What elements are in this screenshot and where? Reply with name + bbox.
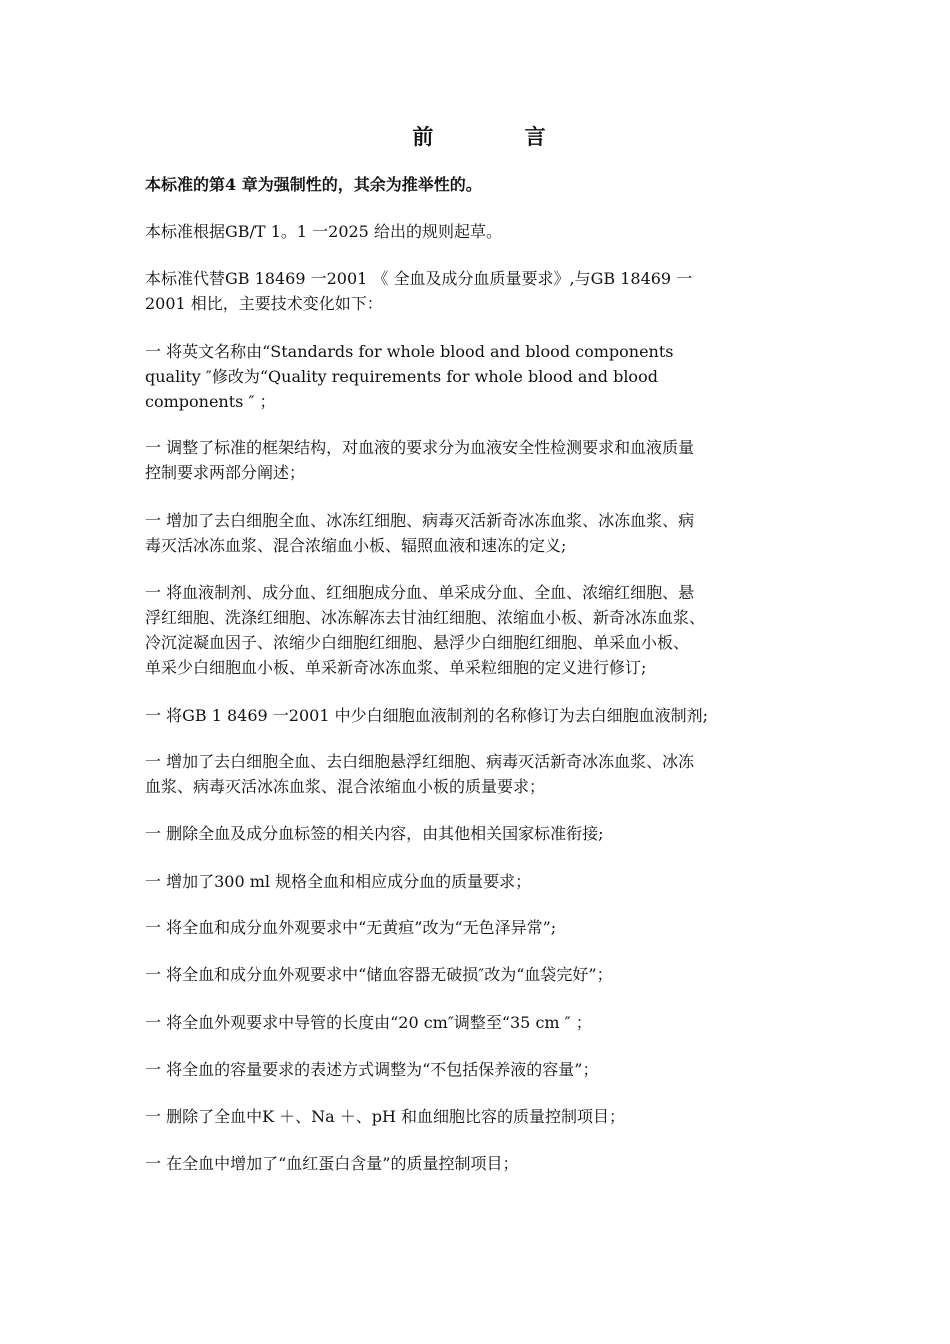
change-item-added-quality-requirements: 一 增加了去白细胞全血、去白细胞悬浮红细胞、病毒灭活新奇冰冻血浆、冰冻 血浆、病毒灭活冰冻血浆、混合浓缩血小板的质量要求；: [145, 752, 695, 796]
change-item-tube-length: 一 将全血外观要求中导管的长度由“20 cm″调整至“35 cm ″ ；: [145, 1013, 592, 1032]
change-item-framework: 一 调整了标准的框架结构，对血液的要求分为血液安全性检测要求和血液质量 控制要求两部分阐述；: [145, 438, 695, 482]
change-item-hemoglobin: 一 在全血中增加了“血红蛋白含量”的质量控制项目；: [145, 1154, 519, 1173]
mandatory-statement: 本标准的第4 章为强制性的，其余为推举性的。: [145, 175, 482, 194]
change-item-deleted-labels: 一 删除全血及成分血标签的相关内容，由其他相关国家标准衔接;: [145, 824, 604, 843]
change-item-renamed-preparation: 一 将GB 1 8469 一2001 中少白细胞血液制剂的名称修订为去白细胞血液制剂;: [145, 706, 708, 725]
page-title: 前 言: [412, 124, 588, 149]
change-item-deleted-controls: 一 删除了全血中K ＋、Na ＋、pH 和血细胞比容的质量控制项目；: [145, 1107, 626, 1126]
change-item-appearance-color: 一 将全血和成分血外观要求中“无黄疸”改为“无色泽异常”;: [145, 918, 557, 937]
drafting-rules-paragraph: 本标准根据GB/T 1。1 一2025 给出的规则起草。: [145, 222, 502, 241]
change-item-english-name: 一 将英文名称由“Standards for whole blood and blood components quality ″修改为“Quality requirements for whole blood and blood components ″ ；: [145, 342, 674, 411]
change-item-300ml: 一 增加了300 ml 规格全血和相应成分血的质量要求；: [145, 872, 532, 891]
change-item-volume-expression: 一 将全血的容量要求的表述方式调整为“不包括保养液的容量”；: [145, 1060, 599, 1079]
replacement-paragraph: 本标准代替GB 18469 一2001 《 全血及成分血质量要求》,与GB 18469 一 2001 相比，主要技术变化如下：: [145, 269, 693, 313]
change-item-added-definitions: 一 增加了去白细胞全血、冰冻红细胞、病毒灭活新奇冰冻血浆、冰冻血浆、病 毒灭活冰冻血浆、混合浓缩血小板、辐照血液和速冻的定义;: [145, 511, 695, 555]
change-item-appearance-bag: 一 将全血和成分血外观要求中“储血容器无破损″改为“血袋完好”；: [145, 965, 613, 984]
change-item-revised-definitions: 一 将血液制剂、成分血、红细胞成分血、单采成分血、全血、浓缩红细胞、悬 浮红细胞、洗涤红细胞、冰冻解冻去甘油红细胞、浓缩血小板、新奇冰冻血浆、 冷沉淀凝血因子、浓缩少白细胞红细胞、悬浮少白细胞红细胞、单采血小板、 单采少白细胞血小板、单采新奇冰冻血浆、单采粒细胞的定义进行修订;: [145, 583, 706, 677]
